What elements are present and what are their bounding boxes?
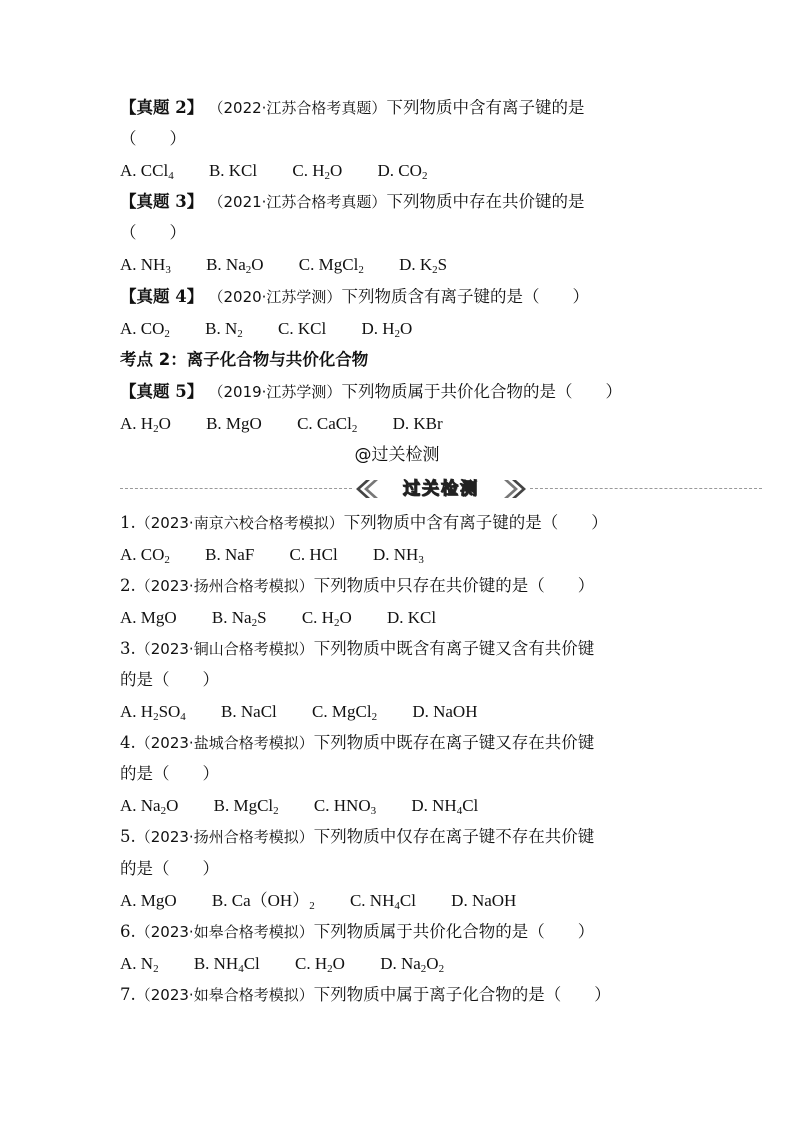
- question-source: （2023·如皋合格考模拟）: [135, 986, 314, 1004]
- options-5: [120, 890, 516, 912]
- question-source: （2019·江苏学测）: [208, 383, 342, 401]
- option-b: B. KCl: [208, 161, 258, 180]
- option-a: A. $H_2SO_4$: [120, 702, 186, 723]
- option-d: D. KBr: [392, 414, 443, 433]
- options-zt5: [120, 413, 443, 435]
- question-7: [120, 984, 611, 1006]
- options-6: [120, 953, 444, 975]
- question-stem: 下列物质中属于离子化合物的是（ ）: [313, 985, 611, 1004]
- option-b: B. $NH_4Cl$: [193, 954, 260, 975]
- option-c: C. MgCl$_2$: [298, 255, 364, 276]
- option-a: A. $H_2O$: [120, 414, 171, 435]
- option-a: A. $NH_3$: [120, 255, 171, 276]
- question-3: [120, 638, 594, 660]
- option-a: A. $Na_2O$: [120, 796, 179, 817]
- question-5-cont: 的是（ ）: [120, 859, 219, 878]
- dashed-rule-left: [120, 488, 352, 489]
- question-stem: 下列物质中含有离子键的是: [386, 98, 585, 117]
- option-b: B. $Na_2O$: [206, 255, 264, 276]
- question-zt4: [120, 286, 589, 308]
- question-stem: 下列物质属于共价化合物的是（ ）: [313, 922, 595, 941]
- question-stem: 下列物质中含有离子键的是（ ）: [343, 513, 608, 532]
- question-source: （2021·江苏合格考真题）: [208, 193, 387, 211]
- option-d: D. $H_2O$: [361, 319, 413, 340]
- dashed-rule-right: [530, 488, 762, 489]
- option-c: C. $H_2O$: [295, 954, 345, 975]
- option-d: D. KCl: [386, 608, 437, 627]
- question-tag: 【真题 4】: [120, 287, 204, 306]
- question-2: [120, 575, 594, 597]
- question-4-cont: 的是（ ）: [120, 764, 219, 783]
- option-c: C. MgCl$_2$: [312, 702, 378, 723]
- option-c: C. $HNO_3$: [313, 796, 377, 817]
- option-a: A. $N_2$: [120, 954, 159, 975]
- question-number: 7.: [120, 985, 136, 1004]
- question-number: 1.: [120, 513, 136, 532]
- question-source: （2023·扬州合格考模拟）: [135, 828, 314, 846]
- question-stem: 下列物质中存在共价键的是: [386, 192, 585, 211]
- question-stem: 下列物质中只存在共价键的是（ ）: [313, 576, 595, 595]
- option-c: C. HCl: [289, 545, 338, 564]
- section-divider: [120, 478, 762, 500]
- option-a: A. $CO_2$: [120, 319, 170, 340]
- option-c: C. KCl: [278, 319, 327, 338]
- option-a: A. MgO: [120, 891, 177, 910]
- question-stem: 下列物质属于共价化合物的是（ ）: [341, 382, 622, 401]
- option-b: B. NaCl: [221, 702, 277, 721]
- options-2: [120, 607, 436, 629]
- option-b: B. $Na_2S$: [211, 608, 267, 629]
- option-b: B. $Ca(OH)_2$: [211, 891, 315, 912]
- option-d: D. NaOH: [451, 891, 517, 910]
- options-3: [120, 701, 477, 723]
- options-zt3: [120, 254, 447, 276]
- option-a: A. CCl$_4$: [120, 161, 174, 182]
- question-4: [120, 732, 594, 754]
- options-4: [120, 795, 478, 817]
- question-stem: 下列物质含有离子键的是（ ）: [341, 287, 589, 306]
- question-number: 4.: [120, 733, 136, 752]
- question-6: [120, 921, 594, 943]
- option-b: B. MgCl$_2$: [213, 796, 279, 817]
- question-tag: 【真题 3】: [120, 192, 204, 211]
- question-tag: 【真题 5】: [120, 382, 204, 401]
- question-number: 6.: [120, 922, 136, 941]
- question-3-cont: 的是（ ）: [120, 670, 219, 689]
- question-5: [120, 826, 594, 848]
- question-source: （2023·盐城合格考模拟）: [135, 734, 314, 752]
- option-a: A. $CO_2$: [120, 545, 170, 566]
- section-heading: 考点 2：离子化合物与共价化合物: [120, 350, 369, 369]
- checkpoint-banner: [352, 478, 530, 500]
- question-zt3: [120, 191, 584, 213]
- options-zt4: [120, 318, 412, 340]
- question-stem: 下列物质中仅存在离子键不存在共价键: [313, 827, 595, 846]
- option-d: D. $CO_2$: [377, 161, 428, 182]
- question-source: （2023·如皋合格考模拟）: [135, 923, 314, 941]
- option-d: D. $Na_2O_2$: [380, 954, 445, 975]
- option-c: C. $NH_4Cl$: [349, 891, 416, 912]
- banner-text: 过关检测: [403, 479, 479, 499]
- question-zt2: [120, 97, 584, 119]
- question-source: （2023·铜山合格考模拟）: [135, 640, 314, 658]
- answer-paren: （ ）: [120, 223, 186, 242]
- option-a: A. MgO: [120, 608, 177, 627]
- question-tag: 【真题 2】: [120, 98, 204, 117]
- question-stem: 下列物质中既存在离子键又存在共价键: [313, 733, 595, 752]
- question-source: （2020·江苏学测）: [208, 288, 342, 306]
- answer-paren: （ ）: [120, 129, 186, 148]
- question-source: （2022·江苏合格考真题）: [208, 99, 387, 117]
- question-number: 3.: [120, 639, 136, 658]
- option-c: C. $H_2O$: [292, 161, 343, 182]
- options-zt2: [120, 160, 427, 182]
- question-source: （2023·南京六校合格考模拟）: [135, 514, 344, 532]
- question-stem: 下列物质中既含有离子键又含有共价键: [313, 639, 595, 658]
- question-number: 2.: [120, 576, 136, 595]
- option-c: C. $H_2O$: [301, 608, 352, 629]
- option-c: C. CaCl$_2$: [297, 414, 358, 435]
- question-1: [120, 512, 608, 534]
- option-b: B. MgO: [206, 414, 262, 433]
- option-d: D. $K_2S$: [399, 255, 448, 276]
- options-1: [120, 544, 424, 566]
- question-source: （2023·扬州合格考模拟）: [135, 577, 314, 595]
- question-zt5: [120, 381, 622, 403]
- option-d: D. $NH_3$: [372, 545, 424, 566]
- option-d: D. $NH_4Cl$: [411, 796, 479, 817]
- question-number: 5.: [120, 827, 136, 846]
- option-b: B. $N_2$: [205, 319, 243, 340]
- checkpoint-title: @过关检测: [354, 445, 440, 465]
- option-b: B. NaF: [205, 545, 255, 564]
- option-d: D. NaOH: [412, 702, 478, 721]
